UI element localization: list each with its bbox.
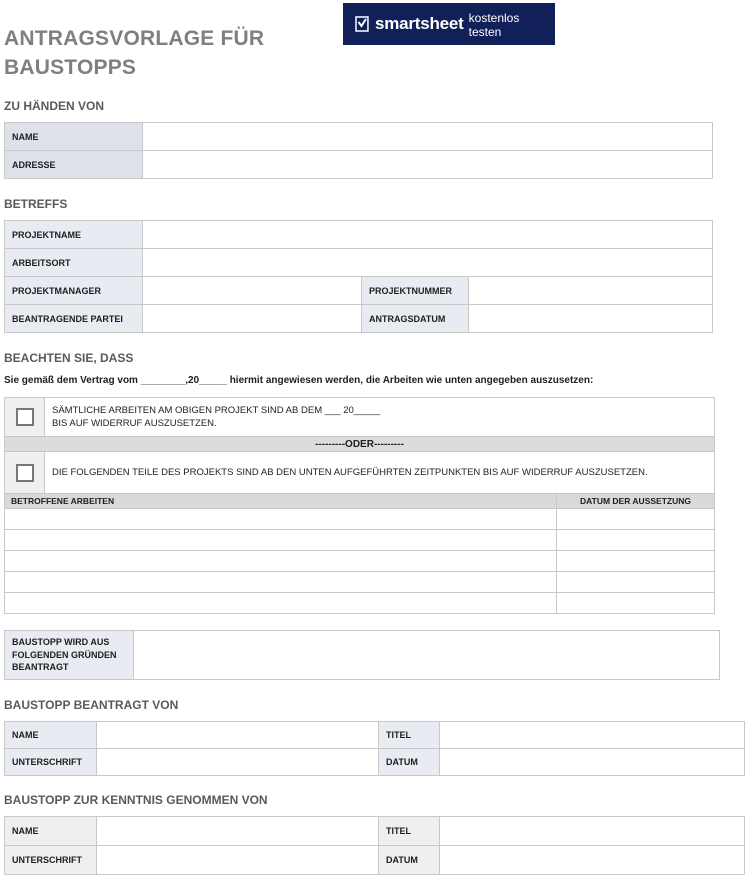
notice-instruction: Sie gemäß dem Vertrag vom ________,20_____ hiermit angewiesen werden, die Arbeiten wie unten angegeben auszusetzen: — [4, 375, 594, 386]
affected-work-header: BETROFFENE ARBEITEN — [5, 494, 557, 509]
option2-checkbox-cell — [5, 452, 45, 494]
acknowledged-by-name-field[interactable] — [97, 817, 379, 846]
acknowledged-by-heading: BAUSTOPP ZUR KENNTNIS GENOMMEN VON — [4, 793, 268, 807]
affected-work-cell[interactable] — [5, 593, 557, 614]
attention-address-label: ADRESSE — [5, 151, 143, 179]
option1-text — [45, 398, 715, 437]
requested-by-table — [4, 721, 745, 776]
suspension-date-cell[interactable] — [557, 530, 715, 551]
attention-name-label: NAME — [5, 123, 143, 151]
attention-table — [4, 122, 713, 179]
requesting-party-field[interactable] — [143, 305, 362, 333]
acknowledged-by-title-field[interactable] — [440, 817, 745, 846]
page-title: ANTRAGSVORLAGE FÜR BAUSTOPPS — [4, 27, 265, 79]
attention-heading: ZU HÄNDEN VON — [4, 99, 105, 113]
suspension-table — [4, 397, 715, 614]
option1-checkbox-cell — [5, 398, 45, 437]
logo-brand: smartsheet — [374, 14, 464, 33]
suspension-date-header: DATUM DER AUSSETZUNG — [557, 494, 715, 509]
option2-checkbox[interactable] — [16, 464, 34, 482]
acknowledged-by-date-field[interactable] — [440, 846, 745, 875]
requested-by-heading: BAUSTOPP BEANTRAGT VON — [4, 698, 179, 712]
project-name-field[interactable] — [143, 221, 713, 249]
project-manager-field[interactable] — [143, 277, 362, 305]
smartsheet-logo-button[interactable] — [343, 3, 555, 45]
suspension-date-cell[interactable] — [557, 551, 715, 572]
subject-table — [4, 220, 713, 333]
option2-text: DIE FOLGENDEN TEILE DES PROJEKTS SIND AB DEN UNTEN AUFGEFÜHRTEN ZEITPUNKTEN BIS AUF WIDERRUF AUSZUSETZEN. — [45, 452, 715, 494]
requested-by-title-field[interactable] — [440, 722, 745, 749]
notice-heading: BEACHTEN SIE, DASS — [4, 351, 134, 365]
acknowledged-by-title-label: TITEL — [379, 817, 440, 846]
acknowledged-by-signature-field[interactable] — [97, 846, 379, 875]
acknowledged-by-date-label: DATUM — [379, 846, 440, 875]
acknowledged-by-table — [4, 816, 745, 875]
suspension-date-cell[interactable] — [557, 572, 715, 593]
suspension-date-cell[interactable] — [557, 593, 715, 614]
work-location-label: ARBEITSORT — [5, 249, 143, 277]
reason-label: BAUSTOPP WIRD AUS FOLGENDEN GRÜNDEN BEANTRAGT — [5, 631, 134, 680]
request-date-field[interactable] — [469, 305, 713, 333]
work-location-field[interactable] — [143, 249, 713, 277]
reason-field[interactable] — [134, 631, 720, 680]
requested-by-date-field[interactable] — [440, 749, 745, 776]
suspension-date-cell[interactable] — [557, 509, 715, 530]
reason-table — [4, 630, 720, 680]
requesting-party-label: BEANTRAGENDE PARTEI — [5, 305, 143, 333]
affected-work-cell[interactable] — [5, 530, 557, 551]
option1-checkbox[interactable] — [16, 408, 34, 426]
affected-work-cell[interactable] — [5, 572, 557, 593]
requested-by-signature-field[interactable] — [97, 749, 379, 776]
project-number-label: PROJEKTNUMMER — [362, 277, 469, 305]
option1-line2: BIS AUF WIDERRUF AUSZUSETZEN. — [52, 418, 217, 429]
acknowledged-by-signature-label: UNTERSCHRIFT — [5, 846, 97, 875]
requested-by-date-label: DATUM — [379, 749, 440, 776]
option1-line1: SÄMTLICHE ARBEITEN AM OBIGEN PROJEKT SIND AB DEM ___ 20_____ — [52, 405, 381, 416]
requested-by-name-label: NAME — [5, 722, 97, 749]
project-number-field[interactable] — [469, 277, 713, 305]
attention-name-field[interactable] — [143, 123, 713, 151]
logo-cta: kostenlos testen — [468, 11, 520, 39]
acknowledged-by-name-label: NAME — [5, 817, 97, 846]
affected-work-cell[interactable] — [5, 509, 557, 530]
requested-by-title-label: TITEL — [379, 722, 440, 749]
requested-by-name-field[interactable] — [97, 722, 379, 749]
request-date-label: ANTRAGSDATUM — [362, 305, 469, 333]
project-name-label: PROJEKTNAME — [5, 221, 143, 249]
subject-heading: BETREFFS — [4, 197, 68, 211]
project-manager-label: PROJEKTMANAGER — [5, 277, 143, 305]
requested-by-signature-label: UNTERSCHRIFT — [5, 749, 97, 776]
smartsheet-check-icon — [355, 16, 369, 32]
attention-address-field[interactable] — [143, 151, 713, 179]
affected-work-cell[interactable] — [5, 551, 557, 572]
or-divider: ---------ODER--------- — [5, 437, 715, 452]
